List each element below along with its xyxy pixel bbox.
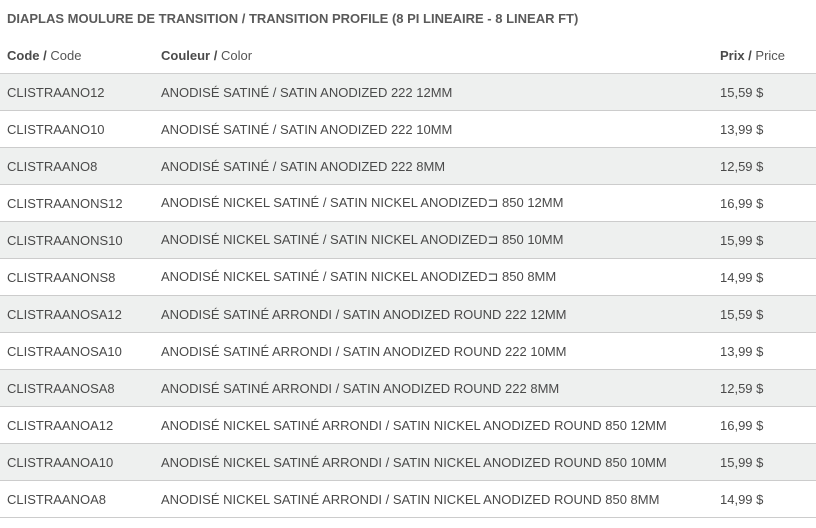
cell-color: ANODISÉ NICKEL SATINÉ / SATIN NICKEL ANODIZED⊐ 850 10MM bbox=[154, 222, 713, 259]
cell-price: 12,59 $ bbox=[713, 370, 816, 407]
cell-price: 14,99 $ bbox=[713, 259, 816, 296]
cell-price: 16,99 $ bbox=[713, 185, 816, 222]
price-table bbox=[0, 38, 816, 518]
cell-color: ANODISÉ NICKEL SATINÉ ARRONDI / SATIN NICKEL ANODIZED ROUND 850 10MM bbox=[154, 444, 713, 481]
table-row bbox=[0, 111, 816, 148]
table-row bbox=[0, 185, 816, 222]
cell-color: ANODISÉ SATINÉ / SATIN ANODIZED 222 10MM bbox=[154, 111, 713, 148]
header-color-fr: Couleur / bbox=[161, 48, 218, 63]
header-code-en: Code bbox=[46, 48, 82, 63]
cell-code: CLISTRAANOA10 bbox=[0, 444, 154, 481]
table-row bbox=[0, 444, 816, 481]
table-row bbox=[0, 333, 816, 370]
cell-color: ANODISÉ NICKEL SATINÉ / SATIN NICKEL ANODIZED⊐ 850 12MM bbox=[154, 185, 713, 222]
cell-code: CLISTRAANOSA10 bbox=[0, 333, 154, 370]
cell-code: CLISTRAANONS10 bbox=[0, 222, 154, 259]
header-code bbox=[0, 38, 154, 74]
cell-code: CLISTRAANO12 bbox=[0, 74, 154, 111]
header-color-en: Color bbox=[217, 48, 253, 63]
cell-code: CLISTRAANO8 bbox=[0, 148, 154, 185]
cell-price: 16,99 $ bbox=[713, 407, 816, 444]
cell-code: CLISTRAANOSA12 bbox=[0, 296, 154, 333]
cell-code: CLISTRAANOA8 bbox=[0, 481, 154, 518]
table-row bbox=[0, 370, 816, 407]
table-row bbox=[0, 296, 816, 333]
cell-price: 14,99 $ bbox=[713, 481, 816, 518]
cell-price: 13,99 $ bbox=[713, 111, 816, 148]
cell-code: CLISTRAANOA12 bbox=[0, 407, 154, 444]
cell-color: ANODISÉ NICKEL SATINÉ ARRONDI / SATIN NICKEL ANODIZED ROUND 850 8MM bbox=[154, 481, 713, 518]
header-price-fr: Prix / bbox=[720, 48, 752, 63]
header-code-fr: Code / bbox=[7, 48, 47, 63]
table-row bbox=[0, 148, 816, 185]
table-row bbox=[0, 481, 816, 518]
cell-color: ANODISÉ NICKEL SATINÉ / SATIN NICKEL ANODIZED⊐ 850 8MM bbox=[154, 259, 713, 296]
table-header-row bbox=[0, 38, 816, 74]
cell-color: ANODISÉ SATINÉ / SATIN ANODIZED 222 8MM bbox=[154, 148, 713, 185]
header-color bbox=[154, 38, 713, 74]
cell-code: CLISTRAANONS8 bbox=[0, 259, 154, 296]
cell-color: ANODISÉ SATINÉ ARRONDI / SATIN ANODIZED ROUND 222 10MM bbox=[154, 333, 713, 370]
cell-price: 15,99 $ bbox=[713, 444, 816, 481]
table-row bbox=[0, 74, 816, 111]
header-price-en: Price bbox=[751, 48, 786, 63]
cell-code: CLISTRAANOSA8 bbox=[0, 370, 154, 407]
cell-color: ANODISÉ SATINÉ ARRONDI / SATIN ANODIZED ROUND 222 12MM bbox=[154, 296, 713, 333]
section-title: DIAPLAS MOULURE DE TRANSITION / TRANSITION PROFILE (8 PI LINEAIRE - 8 LINEAR FT) bbox=[7, 11, 579, 26]
cell-color: ANODISÉ SATINÉ ARRONDI / SATIN ANODIZED ROUND 222 8MM bbox=[154, 370, 713, 407]
cell-price: 15,99 $ bbox=[713, 222, 816, 259]
table-row bbox=[0, 259, 816, 296]
cell-code: CLISTRAANONS12 bbox=[0, 185, 154, 222]
cell-color: ANODISÉ SATINÉ / SATIN ANODIZED 222 12MM bbox=[154, 74, 713, 111]
table-row bbox=[0, 407, 816, 444]
cell-color: ANODISÉ NICKEL SATINÉ ARRONDI / SATIN NICKEL ANODIZED ROUND 850 12MM bbox=[154, 407, 713, 444]
cell-price: 12,59 $ bbox=[713, 148, 816, 185]
cell-code: CLISTRAANO10 bbox=[0, 111, 154, 148]
header-price bbox=[713, 38, 816, 74]
table-row bbox=[0, 222, 816, 259]
cell-price: 15,59 $ bbox=[713, 296, 816, 333]
cell-price: 13,99 $ bbox=[713, 333, 816, 370]
cell-price: 15,59 $ bbox=[713, 74, 816, 111]
